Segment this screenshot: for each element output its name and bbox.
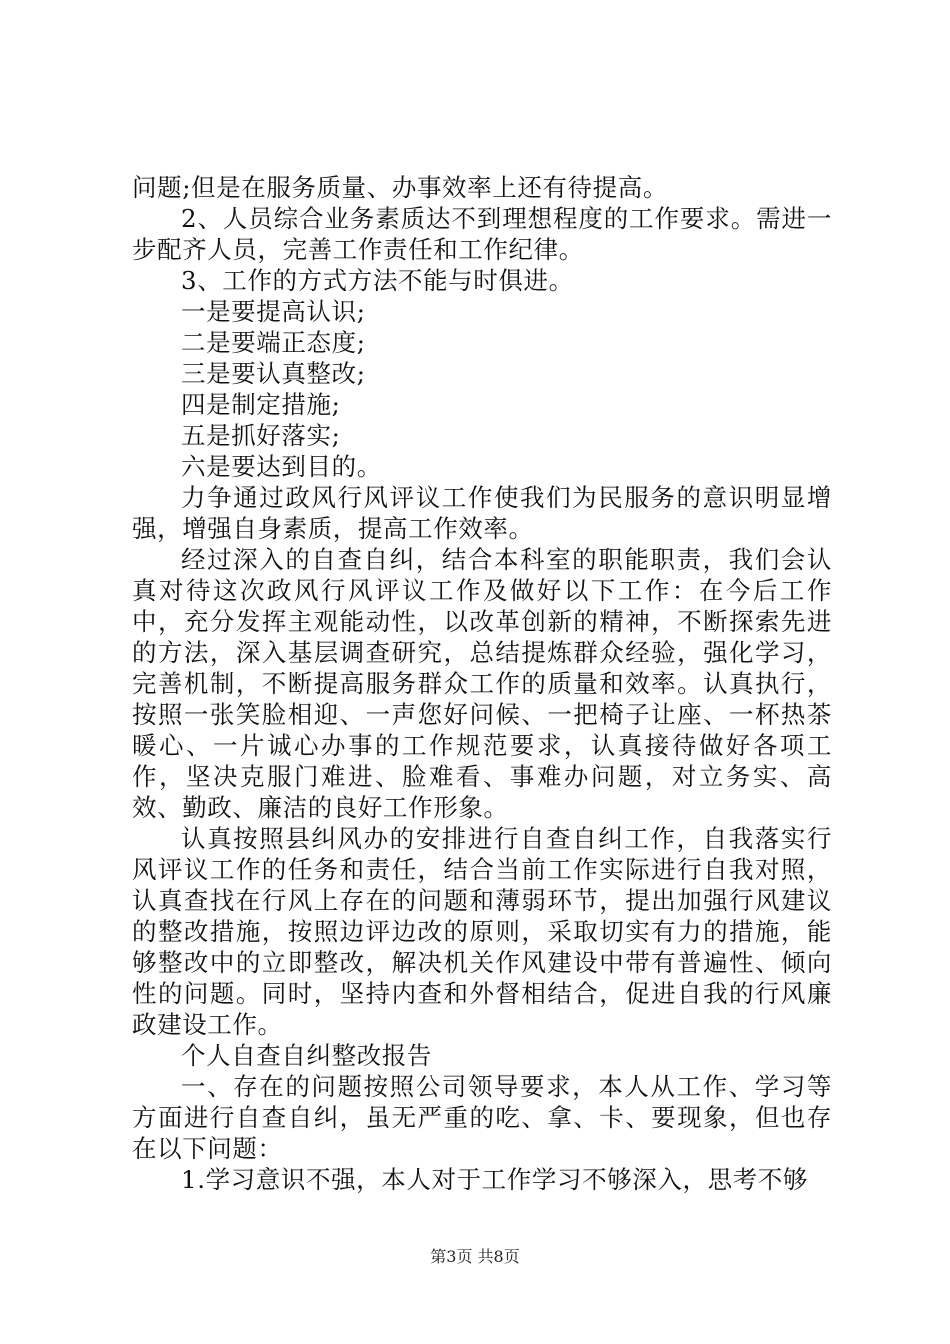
paragraph: 3、工作的方式方法不能与时俱进。 [181,266,574,295]
paragraph: 四是制定措施; [181,390,341,419]
paragraph: 一是要提高认识; [181,297,366,326]
paragraph: 五是抓好落实; [181,421,341,450]
document-body [132,172,832,1195]
paragraph: 力争通过政风行风评议工作使我们为民服务的意识明显增强，增强自身素质，提高工作效率。 [132,483,832,543]
paragraph: 问题;但是在服务质量、办事效率上还有待提高。 [132,173,668,202]
paragraph: 六是要达到目的。 [181,452,382,481]
paragraph: 二是要端正态度; [181,328,366,357]
paragraph: 个人自查自纠整改报告 [181,1041,432,1070]
page-footer: 第3页 共8页 [430,1247,520,1266]
paragraph: 三是要认真整改; [181,359,366,388]
paragraph: 2、人员综合业务素质达不到理想程度的工作要求。需进一步配齐人员，完善工作责任和工作纪律。 [132,204,832,264]
paragraph: 1.学习意识不强，本人对于工作学习不够深入，思考不够 [181,1165,808,1194]
paragraph: 一、存在的问题按照公司领导要求，本人从工作、学习等方面进行自查自纠，虽无严重的吃、拿、卡、要现象，但也存在以下问题： [132,1072,832,1163]
paragraph: 认真按照县纠风办的安排进行自查自纠工作，自我落实行风评议工作的任务和责任，结合当前工作实际进行自我对照，认真查找在行风上存在的问题和薄弱环节，提出加强行风建议的整改措施，按照边评边改的原则，采取切实有力的措施，能够整改中的立即整改，解决机关作风建设中带有普遍性、倾向性的问题。同时，坚持内查和外督相结合，促进自我的行风廉政建设工作。 [132,824,832,1039]
paragraph: 经过深入的自查自纠，结合本科室的职能职责，我们会认真对待这次政风行风评议工作及做好以下工作：在今后工作中，充分发挥主观能动性，以改革创新的精神，不断探索先进的方法，深入基层调查研究，总结提炼群众经验，强化学习，完善机制，不断提高服务群众工作的质量和效率。认真执行，按照一张笑脸相迎、一声您好问候、一把椅子让座、一杯热茶暖心、一片诚心办事的工作规范要求，认真接待做好各项工作，坚决克服门难进、脸难看、事难办问题，对立务实、高效、勤政、廉洁的良好工作形象。 [132,545,832,822]
